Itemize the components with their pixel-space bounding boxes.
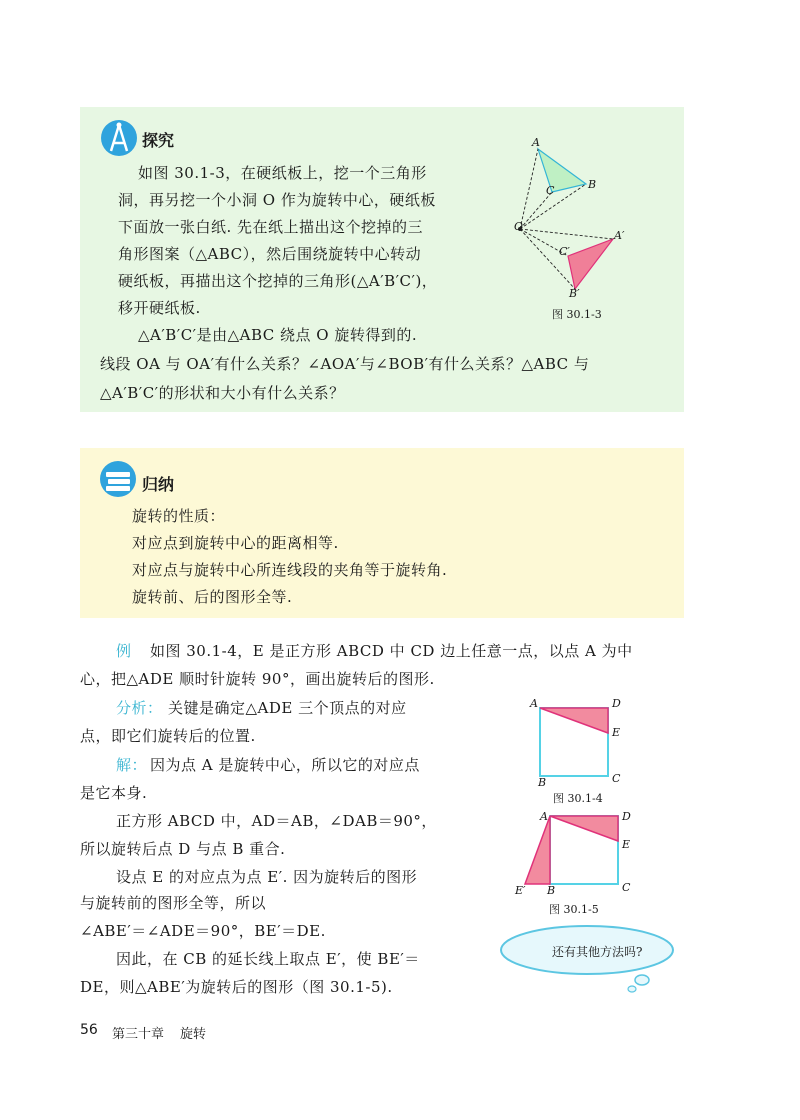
example-line-2: 心，把△ADE 顺时针旋转 90°，画出旋转后的图形. — [80, 670, 435, 688]
example-line-1: 如图 30.1-4，E 是正方形 ABCD 中 CD 边上任意一点，以点 A 为中 — [150, 642, 633, 660]
chapter-title: 旋转 — [180, 1027, 207, 1042]
summary-title: 归纳 — [142, 475, 175, 494]
explore-line-4: 角形图案（△ABC），然后围绕旋转中心转动 — [118, 245, 422, 263]
fig5-label-a: A — [540, 810, 548, 823]
fig4-label-c: C — [612, 772, 621, 785]
fig3-label-o: O — [514, 220, 524, 233]
analysis-line-2: 点，即它们旋转后的位置. — [80, 727, 256, 745]
solution-line-9: DE，则△ABE′为旋转后的图形（图 30.1-5). — [80, 978, 393, 996]
fig3-label-b-prime: B′ — [569, 287, 580, 300]
figure-30-1-3 — [512, 129, 625, 304]
summary-box — [80, 448, 684, 618]
fig5-label-d: D — [622, 810, 631, 823]
fig4-label-e: E — [612, 726, 621, 739]
solution-line-2: 是它本身. — [80, 784, 148, 802]
analysis-line-1: 关键是确定△ADE 三个顶点的对应 — [168, 699, 407, 717]
fig3-label-c: C — [546, 184, 555, 197]
chapter-label: 第三十章 — [112, 1027, 165, 1042]
explore-line-5: 硬纸板，再描出这个挖掉的三角形(△A′B′C′)， — [118, 272, 438, 290]
explore-box — [80, 107, 684, 412]
summary-line-1: 旋转的性质： — [132, 507, 226, 525]
solution-line-3: 正方形 ABCD 中，AD＝AB，∠DAB＝90°， — [116, 812, 437, 830]
fig4-label-a: A — [530, 697, 538, 710]
fig5-label-c: C — [622, 881, 631, 894]
fig5-caption: 图 30.1-5 — [549, 903, 599, 916]
summary-line-4: 旋转前、后的图形全等. — [132, 588, 293, 606]
explore-line-6: 移开硬纸板. — [118, 299, 201, 317]
figure-30-1-5 — [518, 808, 630, 900]
compass-icon — [100, 119, 138, 157]
fig3-label-c-prime: C′ — [559, 245, 570, 258]
bubble-text: 还有其他方法吗? — [552, 945, 643, 959]
explore-line-8: 线段 OA 与 OA′有什么关系？∠AOA′与∠BOB′有什么关系？△ABC 与 — [100, 355, 590, 373]
solution-line-8: 因此，在 CB 的延长线上取点 E′，使 BE′＝ — [116, 950, 420, 968]
solution-line-6: 与旋转前的图形全等，所以 — [80, 894, 267, 912]
fig4-caption: 图 30.1-4 — [553, 792, 603, 805]
explore-line-3: 下面放一张白纸. 先在纸上描出这个挖掉的三 — [118, 218, 424, 236]
books-icon — [98, 460, 138, 498]
fig5-label-e: E — [622, 838, 631, 851]
triangle-abe-prime — [525, 816, 550, 884]
fig5-label-e-prime: E′ — [515, 884, 526, 897]
fig3-label-a: A — [532, 136, 540, 149]
solution-line-4: 所以旋转后点 D 与点 B 重合. — [80, 840, 286, 858]
explore-title: 探究 — [142, 131, 175, 150]
fig5-label-b: B — [547, 884, 556, 897]
summary-line-3: 对应点与旋转中心所连线段的夹角等于旋转角. — [132, 561, 448, 579]
fig4-label-b: B — [538, 776, 547, 789]
solution-line-1: 因为点 A 是旋转中心，所以它的对应点 — [150, 756, 420, 774]
explore-line-9: △A′B′C′的形状和大小有什么关系？ — [100, 384, 345, 402]
fig3-label-b: B — [588, 178, 597, 191]
explore-line-1: 如图 30.1-3，在硬纸板上，挖一个三角形 — [138, 164, 427, 182]
fig3-caption: 图 30.1-3 — [552, 308, 602, 321]
summary-line-2: 对应点到旋转中心的距离相等. — [132, 534, 339, 552]
solution-label: 解： — [116, 756, 148, 774]
triangle-abc-prime — [568, 239, 613, 289]
fig4-label-d: D — [612, 697, 621, 710]
solution-line-5: 设点 E 的对应点为点 E′. 因为旋转后的图形 — [116, 868, 418, 886]
fig3-label-a-prime: A′ — [614, 229, 625, 242]
analysis-label: 分析： — [116, 699, 163, 717]
explore-line-7: △A′B′C′是由△ABC 绕点 O 旋转得到的. — [138, 326, 418, 344]
example-label: 例 — [116, 642, 132, 660]
solution-line-7: ∠ABE′＝∠ADE＝90°，BE′＝DE. — [80, 922, 326, 940]
page-number: 56 — [80, 1022, 98, 1038]
explore-line-2: 洞，再另挖一个小洞 O 作为旋转中心，硬纸板 — [118, 191, 436, 209]
